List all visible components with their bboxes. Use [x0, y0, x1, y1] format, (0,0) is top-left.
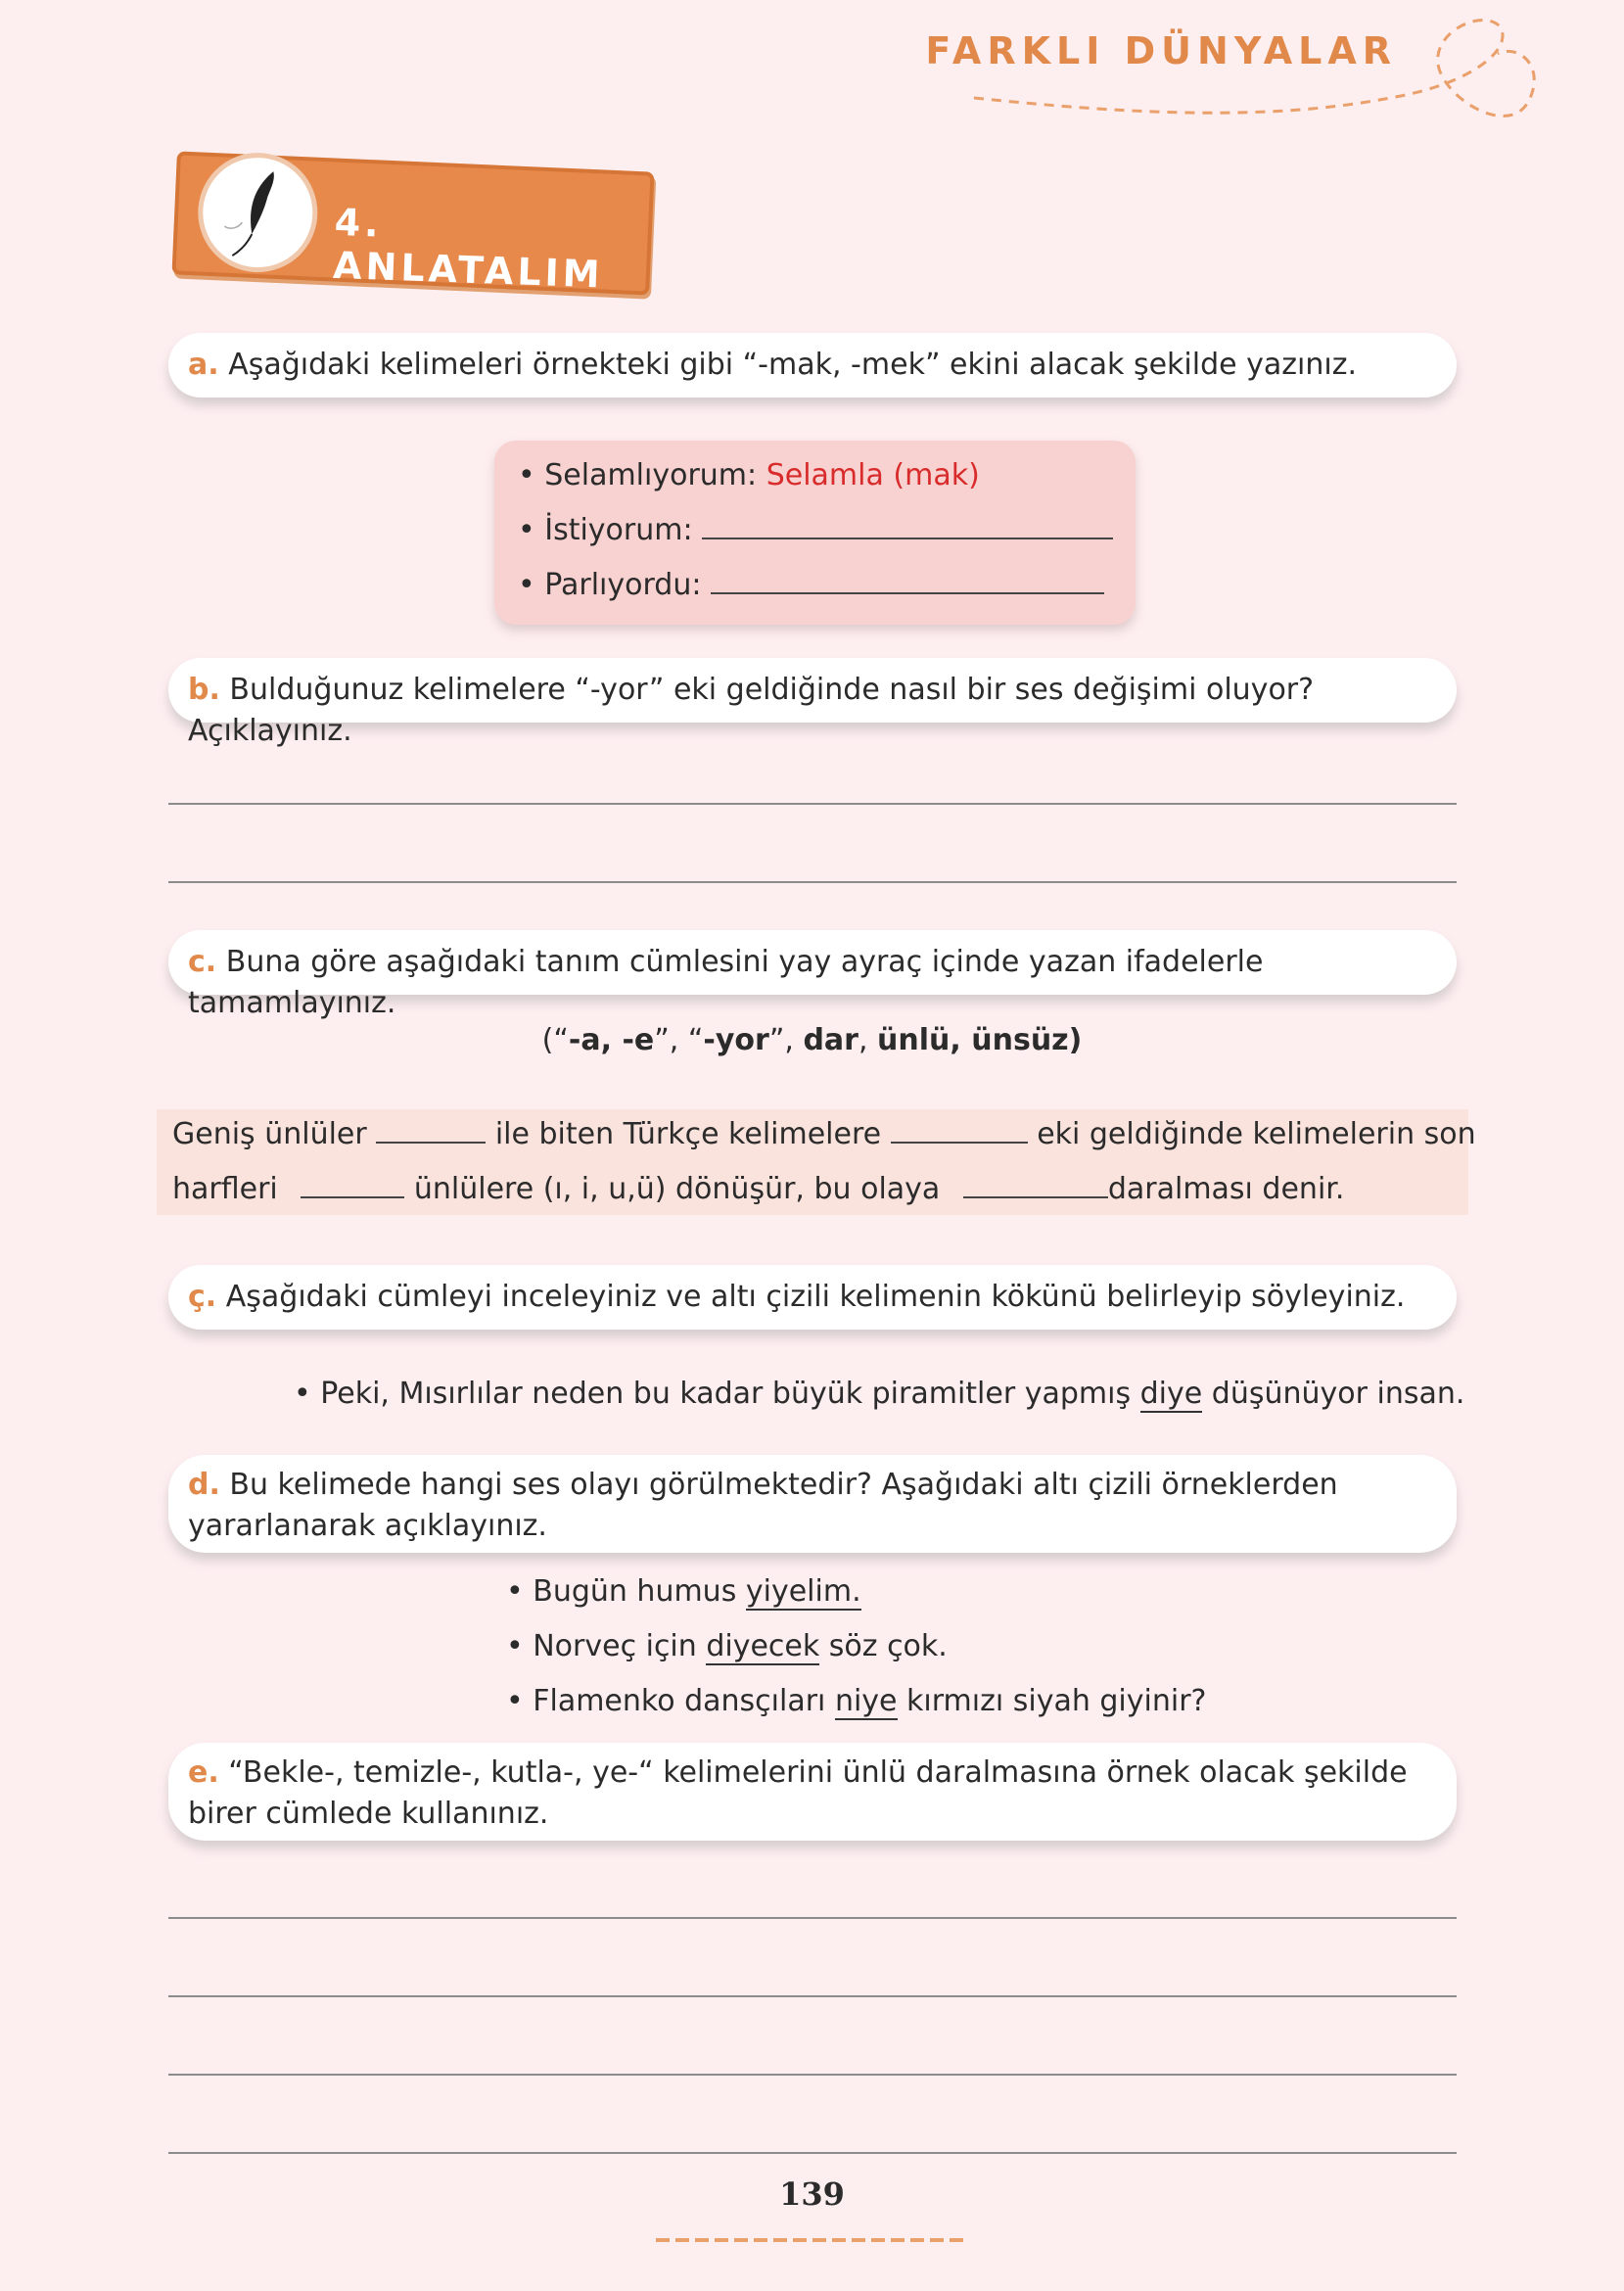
answer-line[interactable]: [168, 2074, 1457, 2076]
question-text: Aşağıdaki cümleyi inceleyiniz ve altı çizili kelimenin kökünü belirleyip söyleyiniz.: [225, 1280, 1406, 1314]
answer-blank[interactable]: [711, 592, 1104, 594]
question-e: [168, 1743, 1457, 1841]
question-letter: e.: [188, 1755, 219, 1790]
fill-text: Geniş ünlüler: [172, 1117, 367, 1151]
underlined-word: niye: [834, 1684, 898, 1718]
question-letter: c.: [188, 945, 217, 979]
dashed-swirl-decoration: [969, 15, 1556, 132]
example-label: • İstiyorum:: [518, 513, 693, 547]
fill-blank[interactable]: [301, 1196, 404, 1198]
example-answer: Selamla (mak): [766, 458, 980, 492]
question-text: Aşağıdaki kelimeleri örnekteki gibi “-mak, -mek” ekini alacak şekilde yazınız.: [228, 348, 1357, 382]
question-c: [168, 930, 1457, 1020]
question-d: [168, 1455, 1457, 1553]
question-cc: [168, 1265, 1457, 1330]
fill-text: eki geldiğinde kelimelerin son: [1037, 1117, 1476, 1151]
quill-icon: [198, 153, 317, 272]
example-sentence: • Norveç için diyecek söz çok.: [506, 1629, 948, 1663]
example-row: [518, 458, 980, 492]
example-row: [518, 513, 1113, 547]
answer-blank[interactable]: [702, 538, 1113, 539]
example-sentence: • Peki, Mısırlılar neden bu kadar büyük piramitler yapmış diye düşünüyor insan.: [294, 1377, 1465, 1411]
hint-option: -a, -e: [568, 1023, 655, 1057]
fill-text: harfleri: [172, 1172, 278, 1206]
underlined-word: diye: [1139, 1377, 1203, 1411]
fill-blank[interactable]: [891, 1142, 1028, 1144]
example-box: [494, 441, 1136, 625]
question-b: [168, 658, 1457, 748]
fill-blank[interactable]: [963, 1196, 1108, 1198]
question-text: Bu kelimede hangi ses olayı görülmektedir? Aşağıdaki altı çizili örneklerden yararlanarak açıklayınız.: [188, 1468, 1338, 1543]
question-letter: ç.: [188, 1280, 217, 1314]
underlined-word: yiyelim.: [745, 1574, 861, 1609]
fill-text: ile biten Türkçe kelimelere: [494, 1117, 882, 1151]
hint-options: (“-a, -e”, “-yor”, dar, ünlü, ünsüz): [541, 1023, 1083, 1057]
dashed-footer-decoration: [656, 2234, 969, 2246]
question-letter: a.: [188, 348, 219, 382]
example-label: • Selamlıyorum:: [518, 458, 758, 492]
underlined-word: diyecek: [706, 1629, 820, 1663]
section-badge: [164, 162, 654, 308]
answer-line[interactable]: [168, 803, 1457, 805]
unit-title: FARKLI DÜNYALAR: [925, 29, 1397, 72]
hint-option: dar: [803, 1023, 858, 1057]
answer-line[interactable]: [168, 1995, 1457, 1997]
example-row: [518, 568, 1104, 602]
answer-line[interactable]: [168, 1917, 1457, 1919]
hint-option: ünlü, ünsüz): [877, 1023, 1083, 1057]
question-text: Buna göre aşağıdaki tanım cümlesini yay ayraç içinde yazan ifadelerle tamamlayınız.: [188, 945, 1264, 1020]
question-text: “Bekle-, temizle-, kutla-, ye-“ kelimelerini ünlü daralmasına örnek olacak şekilde birer cümlede kullanınız.: [188, 1755, 1408, 1831]
question-text: Bulduğunuz kelimelere “-yor” eki geldiğinde nasıl bir ses değişimi oluyor? Açıklayınız.: [188, 673, 1315, 748]
fill-blank[interactable]: [376, 1142, 486, 1144]
question-a: [168, 333, 1457, 397]
question-letter: d.: [188, 1468, 220, 1502]
page-number: 139: [779, 2175, 845, 2213]
fill-text: daralması denir.: [1107, 1172, 1345, 1206]
section-title: 4. ANLATALIM: [332, 200, 605, 297]
example-label: • Parlıyordu:: [518, 568, 702, 602]
fill-in-definition: [157, 1109, 1476, 1215]
answer-line[interactable]: [168, 2152, 1457, 2154]
question-letter: b.: [188, 673, 220, 707]
example-sentence: • Flamenko dansçıları niye kırmızı siyah giyinir?: [506, 1684, 1207, 1718]
example-sentence: • Bugün humus yiyelim.: [506, 1574, 861, 1609]
answer-line[interactable]: [168, 881, 1457, 883]
hint-option: -yor: [703, 1023, 769, 1057]
fill-text: ünlülere (ı, i, u,ü) dönüşür, bu olaya: [413, 1172, 941, 1206]
